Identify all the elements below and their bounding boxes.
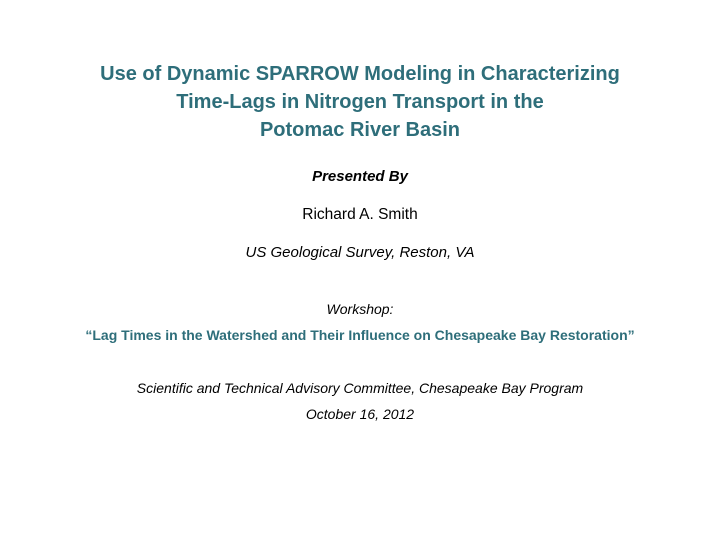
- slide-title-line-3: Potomac River Basin: [259, 119, 461, 141]
- slide-title-line-1: Use of Dynamic SPARROW Modeling in Characterizing: [100, 63, 620, 85]
- workshop-title: “Lag Times in the Watershed and Their Influence on Chesapeake Bay Restoration”: [85, 327, 635, 343]
- committee-name: Scientific and Technical Advisory Committee, Chesapeake Bay Program: [136, 380, 584, 396]
- slide-title: [40, 60, 680, 144]
- presentation-date: October 16, 2012: [305, 406, 415, 422]
- workshop-label: Workshop:: [326, 301, 394, 317]
- presenter-affiliation: US Geological Survey, Reston, VA: [245, 244, 475, 261]
- presented-by-label: Presented By: [312, 168, 408, 185]
- presenter-name: Richard A. Smith: [302, 206, 418, 223]
- slide-title-line-2: Time-Lags in Nitrogen Transport in the: [176, 91, 544, 113]
